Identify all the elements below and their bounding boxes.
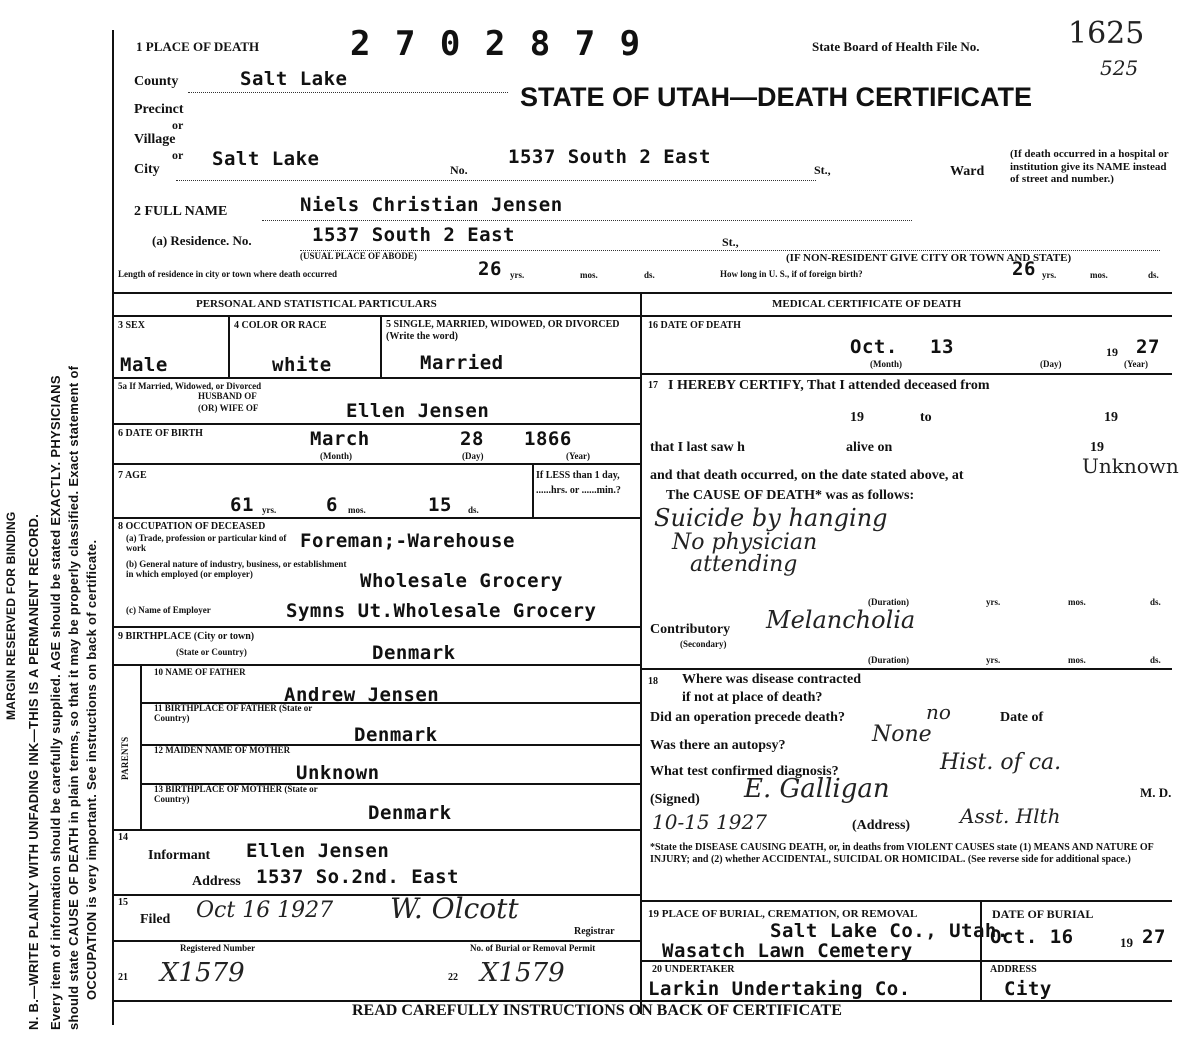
- filed-label: Filed: [140, 912, 171, 927]
- certify-number: 17: [648, 380, 658, 391]
- footer-instruction: READ CAREFULLY INSTRUCTIONS ON BACK OF CERTIFICATE: [352, 1002, 842, 1019]
- registered-number-value: X1579: [160, 958, 245, 988]
- full-name-value: Niels Christian Jensen: [300, 194, 563, 216]
- length-residence-label: Length of residence in city or town where death occurred: [118, 269, 338, 279]
- rule: [640, 315, 1172, 317]
- file-number: 1625: [1068, 16, 1145, 51]
- date-of-death-label: 16 DATE OF DEATH: [648, 320, 741, 331]
- spouse-label-3: (OR) WIFE OF: [198, 403, 259, 413]
- dob-label: 6 DATE OF BIRTH: [118, 428, 203, 439]
- city-line: [176, 180, 816, 181]
- burial-permit-value: X1579: [480, 958, 565, 988]
- spouse-value: Ellen Jensen: [346, 400, 490, 422]
- age-mos-label: mos.: [348, 505, 366, 515]
- informant-value: Ellen Jensen: [246, 840, 390, 862]
- physician-signature: E. Galligan: [744, 774, 890, 804]
- duration-yrs-2: yrs.: [986, 655, 1001, 665]
- registrar-label: Registrar: [574, 926, 615, 937]
- date-of-death-year: 27: [1136, 336, 1160, 358]
- ward-label: Ward: [950, 164, 985, 179]
- occupation-a-label: (a) Trade, profession or particular kind of work: [126, 533, 287, 553]
- birthplace-value: Denmark: [372, 642, 456, 664]
- contributory-sub: (Secondary): [680, 639, 727, 649]
- mother-name-label: 12 MAIDEN NAME OF MOTHER: [154, 745, 291, 755]
- duration-label-1: (Duration): [868, 597, 909, 607]
- mother-birthplace-value: Denmark: [368, 802, 452, 824]
- precinct-label: Precinct: [134, 102, 184, 117]
- cause-footnote: *State the DISEASE CAUSING DEATH, or, in deaths from VIOLENT CAUSES state (1) MEANS AND NATURE OF INJURY; and (2) whether ACCIDENTAL, SUICIDAL OR HOMICIDAL. (See reverse side for additional space.): [650, 842, 1154, 865]
- rule: [140, 664, 142, 829]
- village-label: Village: [134, 132, 176, 147]
- attended-to-label: to: [920, 410, 932, 425]
- mother-name-value: Unknown: [296, 762, 380, 784]
- occupation-label: 8 OCCUPATION OF DECEASED: [118, 521, 266, 532]
- certificate-number: 2 7 0 2 8 7 9: [350, 24, 643, 64]
- autopsy-value: None: [872, 722, 932, 747]
- burial-date-label: DATE OF BURIAL: [992, 907, 1094, 921]
- dob-year-caption: (Year): [566, 451, 590, 461]
- alive-on-label: alive on: [846, 440, 893, 455]
- where-contracted-label-2: if not at place of death?: [682, 690, 823, 705]
- county-value: Salt Lake: [240, 68, 348, 90]
- rule: [112, 377, 640, 379]
- operation-value: no: [926, 700, 951, 724]
- length-residence-years: 26: [478, 258, 502, 280]
- binding-margin: [0, 0, 100, 1051]
- last-saw-label: that I last saw h: [650, 440, 745, 455]
- duration-mos-2: mos.: [1068, 655, 1086, 665]
- city-value: Salt Lake: [212, 148, 320, 170]
- age-years: 61: [230, 494, 254, 516]
- dob-day-caption: (Day): [462, 451, 484, 461]
- informant-address-value: 1537 So.2nd. East: [256, 866, 459, 888]
- us-ds-label: ds.: [1148, 270, 1159, 280]
- where-contracted-number: 18: [648, 676, 658, 687]
- marital-value: Married: [420, 352, 504, 374]
- certificate-title: STATE OF UTAH—DEATH CERTIFICATE: [520, 82, 1032, 112]
- signature-date: 10-15 1927: [652, 810, 767, 834]
- parents-tag: PARENTS: [120, 736, 130, 780]
- informant-label: Informant: [148, 848, 211, 863]
- or-label-1: or: [172, 118, 184, 132]
- length-mos-label: mos.: [580, 270, 598, 280]
- street-label: St.,: [814, 163, 831, 177]
- dob-year: 1866: [524, 428, 572, 450]
- county-label: County: [134, 74, 179, 89]
- rule: [112, 894, 640, 896]
- duration-mos-1: mos.: [1068, 597, 1086, 607]
- physician-address-label: (Address): [852, 818, 911, 833]
- date-of-death-day: 13: [930, 336, 954, 358]
- center-divider: [640, 292, 642, 1014]
- autopsy-label: Was there an autopsy?: [650, 738, 786, 753]
- md-label: M. D.: [1140, 785, 1172, 800]
- registered-number-label: Registered Number: [180, 943, 256, 953]
- date-of-death-year-prefix: 19: [1106, 345, 1118, 359]
- cause-of-death-2: No physician: [672, 530, 818, 555]
- address-value: 1537 South 2 East: [508, 146, 711, 168]
- filed-number: 15: [118, 897, 128, 908]
- file-number-label: State Board of Health File No.: [812, 39, 980, 54]
- rule: [532, 463, 534, 517]
- burial-place-line-1: Salt Lake Co., Utah.: [770, 920, 1009, 942]
- undertaker-value: Larkin Undertaking Co.: [648, 978, 911, 1000]
- birthplace-state-label: (State or Country): [176, 647, 247, 657]
- rule: [112, 423, 640, 425]
- duration-ds-1: ds.: [1150, 597, 1161, 607]
- test-value: Hist. of ca.: [940, 750, 1062, 775]
- abode-note: (USUAL PLACE OF ABODE): [300, 251, 417, 261]
- occupation-b-value: Wholesale Grocery: [360, 570, 563, 592]
- test-label: What test confirmed diagnosis?: [650, 764, 839, 779]
- occupation-c-label: (c) Name of Employer: [126, 605, 211, 615]
- ward-note: (If death occurred in a hospital or institution give its NAME instead of street and number.): [1010, 148, 1169, 186]
- age-yrs-label: yrs.: [262, 505, 277, 515]
- last-saw-year-prefix: 19: [1090, 440, 1104, 455]
- us-yrs-label: yrs.: [1042, 270, 1057, 280]
- death-occurred-time: Unknown: [1082, 454, 1179, 478]
- rule: [380, 315, 382, 377]
- burial-date-value: Oct. 16: [990, 926, 1074, 948]
- street-number-label: No.: [450, 163, 468, 177]
- rule: [228, 315, 230, 377]
- sex-label: 3 SEX: [118, 320, 145, 331]
- spouse-label-1: 5a If Married, Widowed, or Divorced: [118, 381, 262, 391]
- burial-permit-prefix: 22: [448, 972, 458, 983]
- signed-label: (Signed): [650, 792, 700, 807]
- burial-place-label: 19 PLACE OF BURIAL, CREMATION, OR REMOVAL: [648, 908, 918, 920]
- contributory-label: Contributory: [650, 622, 731, 637]
- rule: [112, 315, 640, 317]
- dob-month-caption: (Month): [320, 451, 352, 461]
- physician-address-value: Asst. Hlth: [960, 804, 1061, 828]
- cause-of-death-3: attending: [690, 552, 798, 577]
- contributory-value: Melancholia: [766, 606, 916, 634]
- certify-text: I HEREBY CERTIFY, That I attended deceased from: [668, 378, 990, 393]
- us-length-years: 26: [1012, 258, 1036, 280]
- undertaker-label: 20 UNDERTAKER: [652, 964, 735, 975]
- dob-month: March: [310, 428, 370, 450]
- full-name-line: [262, 220, 912, 221]
- residence-label: (a) Residence. No.: [152, 233, 252, 248]
- file-number-sub: 525: [1100, 56, 1139, 80]
- age-months: 6: [326, 494, 338, 516]
- rule: [112, 940, 640, 942]
- father-value: Andrew Jensen: [284, 684, 440, 706]
- dod-year-caption: (Year): [1124, 359, 1148, 369]
- occupation-b-label: (b) General nature of industry, business, or establishment in which employed (or employer): [126, 559, 347, 579]
- less-than-day-label: If LESS than 1 day, ......hrs. or ......min.?: [536, 470, 621, 496]
- place-of-death-label: 1 PLACE OF DEATH: [136, 39, 260, 54]
- rule: [112, 463, 640, 465]
- rule: [112, 517, 640, 519]
- registered-number-prefix: 21: [118, 972, 128, 983]
- rule: [640, 373, 1172, 375]
- marital-label: 5 SINGLE, MARRIED, WIDOWED, OR DIVORCED (Write the word): [386, 319, 620, 342]
- burial-permit-label: No. of Burial or Removal Permit: [470, 943, 596, 953]
- rule: [980, 900, 982, 1000]
- color-value: white: [272, 354, 332, 376]
- undertaker-address-label: ADDRESS: [990, 964, 1037, 975]
- city-label: City: [134, 162, 160, 177]
- age-label: 7 AGE: [118, 470, 147, 481]
- cause-of-death-label: The CAUSE OF DEATH* was as follows:: [666, 488, 915, 503]
- death-occurred-label: and that death occurred, on the date stated above, at: [650, 468, 964, 483]
- rule: [112, 664, 640, 666]
- dod-month-caption: (Month): [870, 359, 902, 369]
- burial-place-line-2: Wasatch Lawn Cemetery: [662, 940, 913, 962]
- age-days: 15: [428, 494, 452, 516]
- medical-header: MEDICAL CERTIFICATE OF DEATH: [772, 298, 962, 310]
- us-length-label: How long in U. S., if of foreign birth?: [720, 269, 863, 279]
- rule: [640, 668, 1172, 670]
- where-contracted-label-1: Where was disease contracted: [682, 672, 861, 687]
- residence-line: [300, 250, 1160, 251]
- mother-birthplace-label: 13 BIRTHPLACE OF MOTHER (State or Country): [154, 784, 318, 804]
- undertaker-address-value: City: [1004, 978, 1052, 1000]
- spouse-label-2: HUSBAND OF: [198, 391, 257, 401]
- residence-value: 1537 South 2 East: [312, 224, 515, 246]
- burial-year-value: 27: [1142, 926, 1166, 948]
- operation-date-label: Date of: [1000, 710, 1044, 725]
- residence-street-label: St.,: [722, 235, 739, 249]
- informant-address-label: Address: [192, 874, 241, 889]
- burial-year-prefix: 19: [1120, 935, 1133, 950]
- cause-of-death-1: Suicide by hanging: [654, 504, 888, 532]
- margin-permanent-record-note: N. B.—WRITE PLAINLY WITH UNFADING INK—THIS IS A PERMANENT RECORD.: [26, 513, 41, 1030]
- dob-day: 28: [460, 428, 484, 450]
- birthplace-label: 9 BIRTHPLACE (City or town): [118, 631, 255, 642]
- personal-header: PERSONAL AND STATISTICAL PARTICULARS: [196, 298, 437, 310]
- section-divider-top: [112, 292, 1172, 294]
- duration-label-2: (Duration): [868, 655, 909, 665]
- father-birthplace-label: 11 BIRTHPLACE OF FATHER (State or Country): [154, 703, 313, 723]
- margin-instruction-3: OCCUPATION is very important. See instructions on back of certificate.: [84, 539, 99, 1000]
- operation-label: Did an operation precede death?: [650, 710, 845, 725]
- date-of-death-month: Oct.: [850, 336, 898, 358]
- sex-value: Male: [120, 354, 168, 376]
- age-ds-label: ds.: [468, 505, 479, 515]
- rule: [112, 829, 640, 831]
- margin-instruction-2: should state CAUSE OF DEATH in plain terms, so that it may be properly classified. Exact statement of: [66, 365, 81, 1030]
- father-label: 10 NAME OF FATHER: [154, 667, 246, 677]
- margin-instruction-1: Every item of information should be carefully supplied. AGE should be stated EXACTLY. PHYSICIANS: [48, 375, 63, 1030]
- occupation-c-value: Symns Ut.Wholesale Grocery: [286, 600, 597, 622]
- duration-ds-2: ds.: [1150, 655, 1161, 665]
- full-name-label: 2 FULL NAME: [134, 204, 228, 219]
- left-border: [112, 30, 114, 1025]
- filed-date: Oct 16 1927: [196, 898, 334, 923]
- rule: [112, 626, 640, 628]
- or-label-2: or: [172, 148, 184, 162]
- rule: [640, 960, 1172, 962]
- registrar-signature: W. Olcott: [390, 892, 519, 925]
- county-line: [188, 92, 508, 93]
- color-label: 4 COLOR OR RACE: [234, 320, 327, 331]
- father-birthplace-value: Denmark: [354, 724, 438, 746]
- attended-to-year-prefix: 19: [1104, 410, 1118, 425]
- occupation-a-value: Foreman;-Warehouse: [300, 530, 515, 552]
- margin-binding-note: MARGIN RESERVED FOR BINDING: [4, 511, 18, 720]
- us-mos-label: mos.: [1090, 270, 1108, 280]
- duration-yrs-1: yrs.: [986, 597, 1001, 607]
- attended-from-year-prefix: 19: [850, 410, 864, 425]
- dod-day-caption: (Day): [1040, 359, 1062, 369]
- rule: [640, 900, 1172, 902]
- length-yrs-label: yrs.: [510, 270, 525, 280]
- length-ds-label: ds.: [644, 270, 655, 280]
- non-resident-note: (IF NON-RESIDENT GIVE CITY OR TOWN AND STATE): [786, 252, 1072, 264]
- informant-number: 14: [118, 832, 128, 843]
